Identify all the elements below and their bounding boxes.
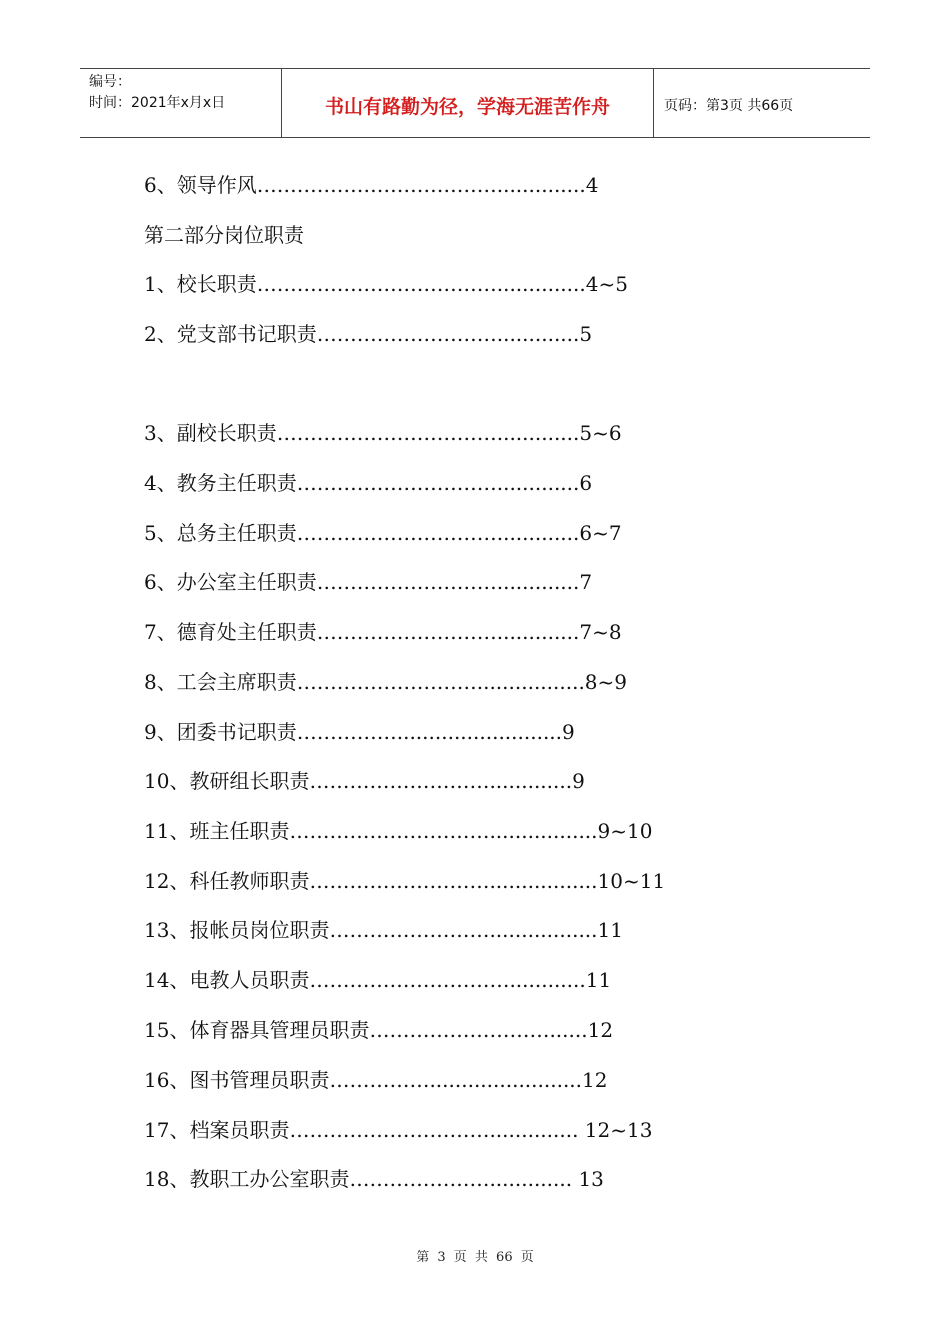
toc-entry: 11、班主任职责………………………….................9~10 — [144, 819, 653, 843]
toc-entry: 4、教务主任职责………………………….............6 — [144, 471, 593, 495]
toc-entry: 10、教研组长职责……………………….............9 — [144, 769, 585, 793]
toc-entry: 3、副校长职责…………………………….............5~6 — [144, 421, 622, 445]
toc-entry: 17、档案员职责………………………….............. 12~13 — [144, 1118, 653, 1142]
toc-entry: 16、图书管理员职责……………........................12 — [144, 1068, 608, 1092]
header-meta — [80, 69, 282, 137]
header-page-code: 页码：第3页 共66页 — [664, 98, 794, 114]
toc-entry: 9、团委书记职责……………..........................9 — [144, 720, 575, 744]
page-footer: 第 3 页 共 66 页 — [416, 1250, 534, 1265]
toc-entry: 13、报帐员岗位职责…………………….................11 — [144, 918, 623, 942]
toc-entry: 14、电教人员职责…………………………............11 — [144, 968, 612, 992]
toc-entry: 15、体育器具管理员职责………………………......12 — [144, 1018, 614, 1042]
toc-entry: 7、德育处主任职责……………………….............7~8 — [144, 620, 622, 644]
toc-entry: 1、校长职责………………………………..............4~5 — [144, 272, 628, 296]
page-header — [80, 68, 870, 138]
document-number-label: 编号： — [89, 74, 131, 90]
toc-entry: 18、教职工办公室职责…………………............. 13 — [144, 1167, 604, 1191]
toc-entry: 5、总务主任职责………………………….............6~7 — [144, 521, 622, 545]
toc-entry: 12、科任教师职责……………………….................10~11 — [144, 869, 666, 893]
toc-entry: 8、工会主席职责……………………….................8~9 — [144, 670, 628, 694]
toc-entry: 2、党支部书记职责……………………….............5 — [144, 322, 593, 346]
document-time-label: 时间：2021年x月x日 — [89, 95, 226, 111]
header-motto: 书山有路勤为径，学海无涯苦作舟 — [282, 69, 654, 137]
toc-section-heading: 第二部分岗位职责 — [144, 223, 304, 247]
toc-entry: 6、领导作风………………………………..............4 — [144, 173, 599, 197]
toc-entry: 6、办公室主任职责……………………….............7 — [144, 570, 593, 594]
